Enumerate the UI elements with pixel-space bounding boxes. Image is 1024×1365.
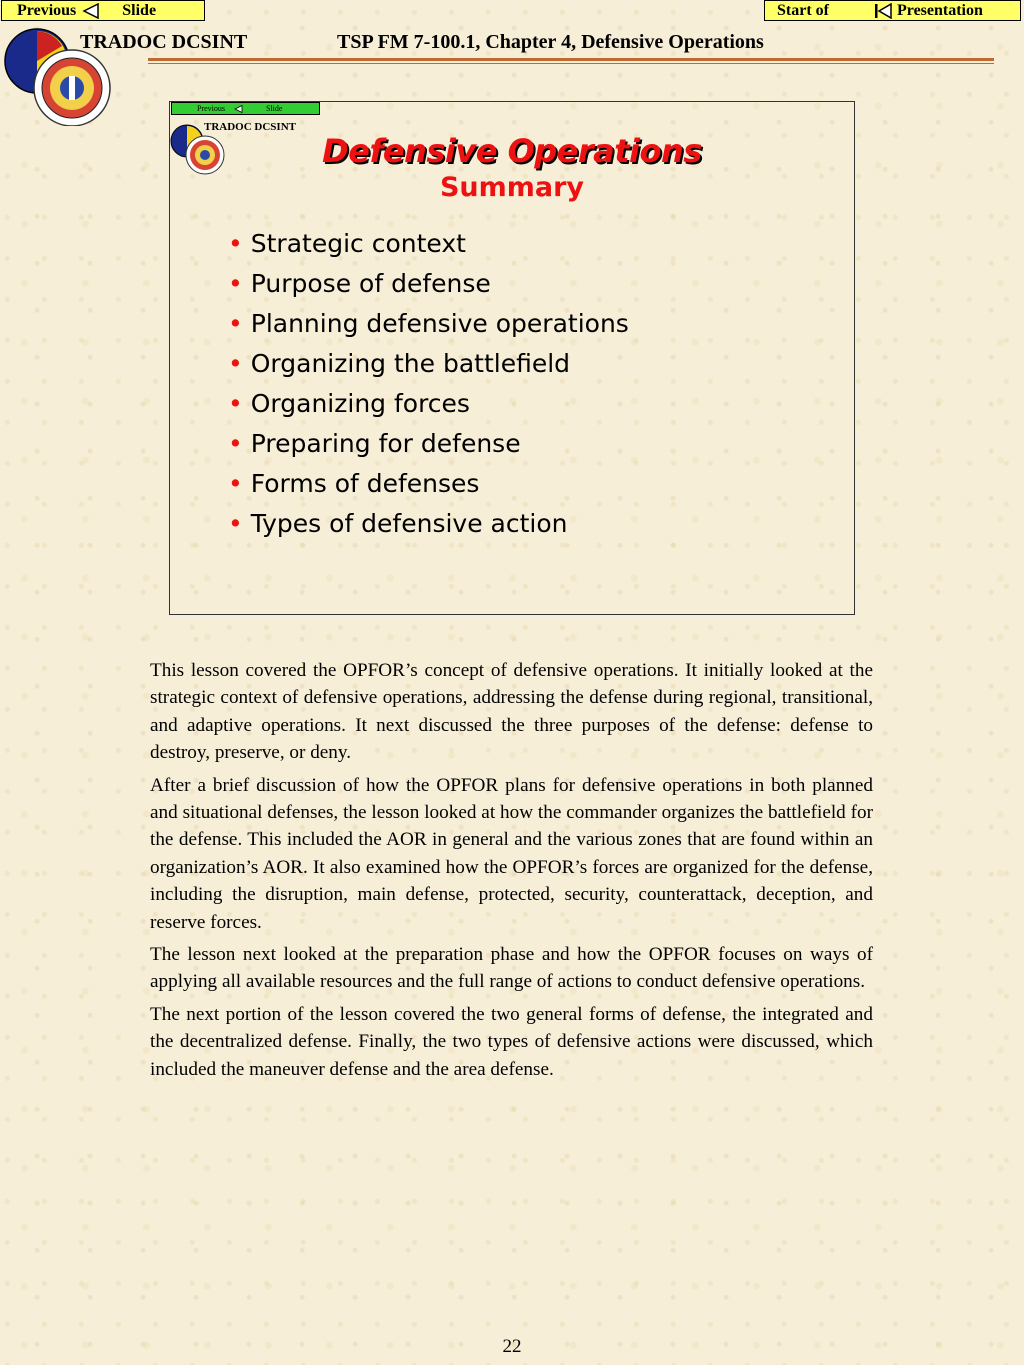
list-item-text: Organizing the battlefield	[250, 349, 571, 378]
list-item	[228, 464, 629, 504]
list-item	[228, 384, 629, 424]
list-item-text: Preparing for defense	[250, 429, 521, 458]
start-of-presentation-button[interactable]	[764, 0, 1021, 21]
list-item	[228, 344, 629, 384]
paragraph: This lesson covered the OPFOR’s concept of defensive operations. It initially looked at the strategic context of defensive operations, addressing the defense during regional, transitional, and adaptive operations. It next discussed the three purposes of the defense: defense to destroy, preserve, or deny.	[150, 660, 873, 764]
bullet: •	[228, 229, 243, 258]
page-number: 22	[502, 1336, 522, 1357]
slide-previous-label: Previous	[197, 104, 225, 113]
header-rule-thin	[148, 63, 994, 64]
presentation-label: Presentation	[896, 1, 983, 19]
bullet: •	[228, 509, 243, 538]
header-doc-title: TSP FM 7-100.1, Chapter 4, Defensive Operations	[337, 31, 764, 53]
list-item	[228, 304, 629, 344]
bullet: •	[228, 429, 243, 458]
slide-org: TRADOC DCSINT	[204, 121, 296, 133]
list-item-text: Planning defensive operations	[250, 309, 629, 338]
list-item	[228, 224, 629, 264]
slide-image	[169, 101, 855, 615]
header-rule	[148, 58, 994, 61]
paragraph: The next portion of the lesson covered the two general forms of defense, the integrated and the decentralized defense. Finally, the two types of defensive actions were discussed, which included the maneuver defense and the area defense.	[150, 1003, 873, 1080]
previous-slide-button[interactable]	[1, 0, 205, 21]
previous-slide-label: Previous	[17, 1, 77, 19]
paragraph: The lesson next looked at the preparation phase and how the OPFOR focuses on ways of applying all available resources and the full range of actions to conduct defensive operations.	[150, 944, 873, 993]
back-arrow-icon	[82, 3, 100, 19]
list-item	[228, 504, 629, 544]
previous-slide-label-2: Slide	[122, 1, 157, 19]
list-item-text: Organizing forces	[250, 389, 470, 418]
list-item-text: Purpose of defense	[250, 269, 491, 298]
start-of-label: Start of	[777, 1, 829, 19]
summary-list	[228, 224, 629, 544]
slide-previous-button	[171, 102, 320, 115]
bullet: •	[228, 469, 243, 498]
paragraph: After a brief discussion of how the OPFOR plans for defensive operations in both planned and situational defenses, the lesson looked at how the commander organizes the battlefield for the defense. This included the AOR in general and the various zones that are found within an organization’s AOR. It also examined how the OPFOR’s forces are organized for the defense, including the disruption, main defense, protected, security, counterattack, deception, and reserve forces.	[150, 774, 873, 933]
list-item-text: Types of defensive action	[250, 509, 568, 538]
list-item-text: Forms of defenses	[250, 469, 480, 498]
bullet: •	[228, 269, 243, 298]
slide-slide-label: Slide	[266, 104, 283, 113]
slide-back-arrow-icon	[234, 105, 243, 113]
bullet: •	[228, 309, 243, 338]
slide-title: Defensive Operations	[322, 132, 702, 170]
list-item-text: Strategic context	[250, 229, 466, 258]
first-slide-icon	[873, 3, 893, 19]
body-text	[150, 657, 873, 1088]
list-item	[228, 264, 629, 304]
slide-subtitle: Summary	[439, 172, 585, 203]
header-org: TRADOC DCSINT	[80, 31, 248, 53]
list-item	[228, 424, 629, 464]
bullet: •	[228, 349, 243, 378]
bullet: •	[228, 389, 243, 418]
